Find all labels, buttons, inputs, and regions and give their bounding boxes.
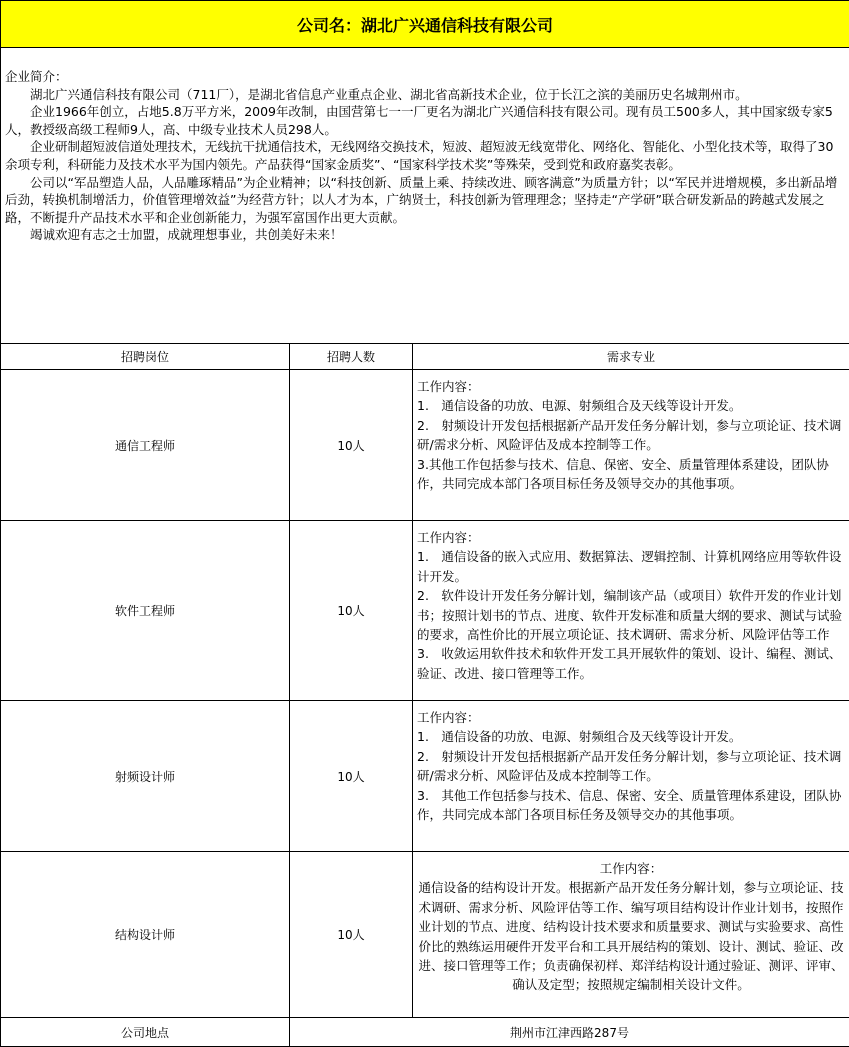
job-requirements	[413, 521, 849, 701]
req-line: 1. 通信设备的嵌入式应用、数据算法、逻辑控制、计算机网络应用等软件设计开发。	[417, 547, 845, 586]
req-line: 1. 通信设备的功放、电源、射频组合及天线等设计开发。	[417, 396, 845, 415]
intro-paragraph: 竭诚欢迎有志之士加盟，成就理想事业，共创美好未来！	[5, 226, 845, 244]
req-line: 3.其他工作包括参与技术、信息、保密、安全、质量管理体系建设，团队协作，共同完成本部门各项目标任务及领导交办的其他事项。	[417, 455, 845, 494]
req-line: 1. 通信设备的功放、电源、射频组合及天线等设计开发。	[417, 727, 845, 746]
table-row	[1, 701, 849, 852]
req-line: 2. 射频设计开发包括根据新产品开发任务分解计划，参与立项论证、技术调研/需求分析、风险评估及成本控制等工作。	[417, 416, 845, 455]
header-major: 需求专业	[413, 344, 849, 370]
req-line: 工作内容：	[417, 528, 845, 547]
req-line: 工作内容：	[417, 708, 845, 727]
intro-paragraph: 湖北广兴通信科技有限公司（711厂），是湖北省信息产业重点企业、湖北省高新技术企业，位于长江之滨的美丽历史名城荆州市。	[5, 86, 845, 104]
job-count: 10人	[290, 701, 413, 852]
location-label: 公司地点	[1, 1018, 290, 1047]
intro-paragraph: 公司以“军品塑造人品，人品雕琢精品”为企业精神；以“科技创新、质量上乘、持续改进、顾客满意”为质量方针；以“军民并进增规模，多出新品增后劲，转换机制增活力，价值管理增效益”为经营方针；以人才为本，广纳贤士，科技创新为管理理念；坚持走“产学研”联合研发新品的跨越式发展之路，不断提升产品技术水平和企业创新能力，为强军富国作出更大贡献。	[5, 174, 845, 227]
intro-paragraph: 企业研制超短波信道处理技术，无线抗干扰通信技术，无线网络交换技术，短波、超短波无线宽带化、网络化、智能化、小型化技术等，取得了30余项专利，科研能力及技术水平为国内领先。产品获得“国家金质奖”、“国家科学技术奖”等殊荣，受到党和政府嘉奖表彰。	[5, 138, 845, 173]
req-line: 2. 软件设计开发任务分解计划，编制该产品（或项目）软件开发的作业计划书；按照计划书的节点、进度、软件开发标准和质量大纲的要求、测试与试验的要求，高性价比的开展立项论证、技术调研、需求分析、风险评估等工作	[417, 586, 845, 644]
company-intro	[1, 48, 849, 344]
header-count: 招聘人数	[290, 344, 413, 370]
header-position: 招聘岗位	[1, 344, 290, 370]
intro-heading: 企业简介：	[5, 68, 845, 86]
job-position: 射频设计师	[1, 701, 290, 852]
req-line: 3. 收敛运用软件技术和软件开发工具开展软件的策划、设计、编程、测试、验证、改进、接口管理等工作。	[417, 644, 845, 683]
req-line: 通信设备的结构设计开发。根据新产品开发任务分解计划，参与立项论证、技术调研、需求分析、风险评估等工作、编写项目结构设计作业计划书，按照作业计划的节点、进度、结构设计技术要求和质量要求、测试与实验要求、高性价比的熟练运用硬件开发平台和工具开展结构的策划、设计、测试、验证、改进、接口管理等工作；负责确保初样、郑洋结构设计通过验证、测评、评审、确认及定型；按照规定编制相关设计文件。	[417, 878, 845, 994]
job-position: 结构设计师	[1, 852, 290, 1018]
req-line: 2. 射频设计开发包括根据新产品开发任务分解计划，参与立项论证、技术调研/需求分析、风险评估及成本控制等工作。	[417, 747, 845, 786]
job-position: 通信工程师	[1, 370, 290, 521]
intro-paragraph: 企业1966年创立，占地5.8万平方米，2009年改制，由国营第七一一厂更名为湖北广兴通信科技有限公司。现有员工500多人，其中国家级专家5人，教授级高级工程师9人，高、中级专业技术人员298人。	[5, 103, 845, 138]
company-title: 公司名：湖北广兴通信科技有限公司	[1, 1, 849, 48]
req-line: 工作内容：	[417, 377, 845, 396]
location-value: 荆州市江津西路287号	[290, 1018, 849, 1047]
job-requirements	[413, 701, 849, 852]
table-row	[1, 521, 849, 701]
job-count: 10人	[290, 521, 413, 701]
table-row	[1, 370, 849, 521]
req-line: 3. 其他工作包括参与技术、信息、保密、安全、质量管理体系建设，团队协作，共同完成本部门各项目标任务及领导交办的其他事项。	[417, 786, 845, 825]
job-requirements	[413, 852, 849, 1018]
table-row	[1, 852, 849, 1018]
job-position: 软件工程师	[1, 521, 290, 701]
job-count: 10人	[290, 852, 413, 1018]
req-line: 工作内容：	[417, 859, 845, 878]
job-requirements	[413, 370, 849, 521]
job-count: 10人	[290, 370, 413, 521]
